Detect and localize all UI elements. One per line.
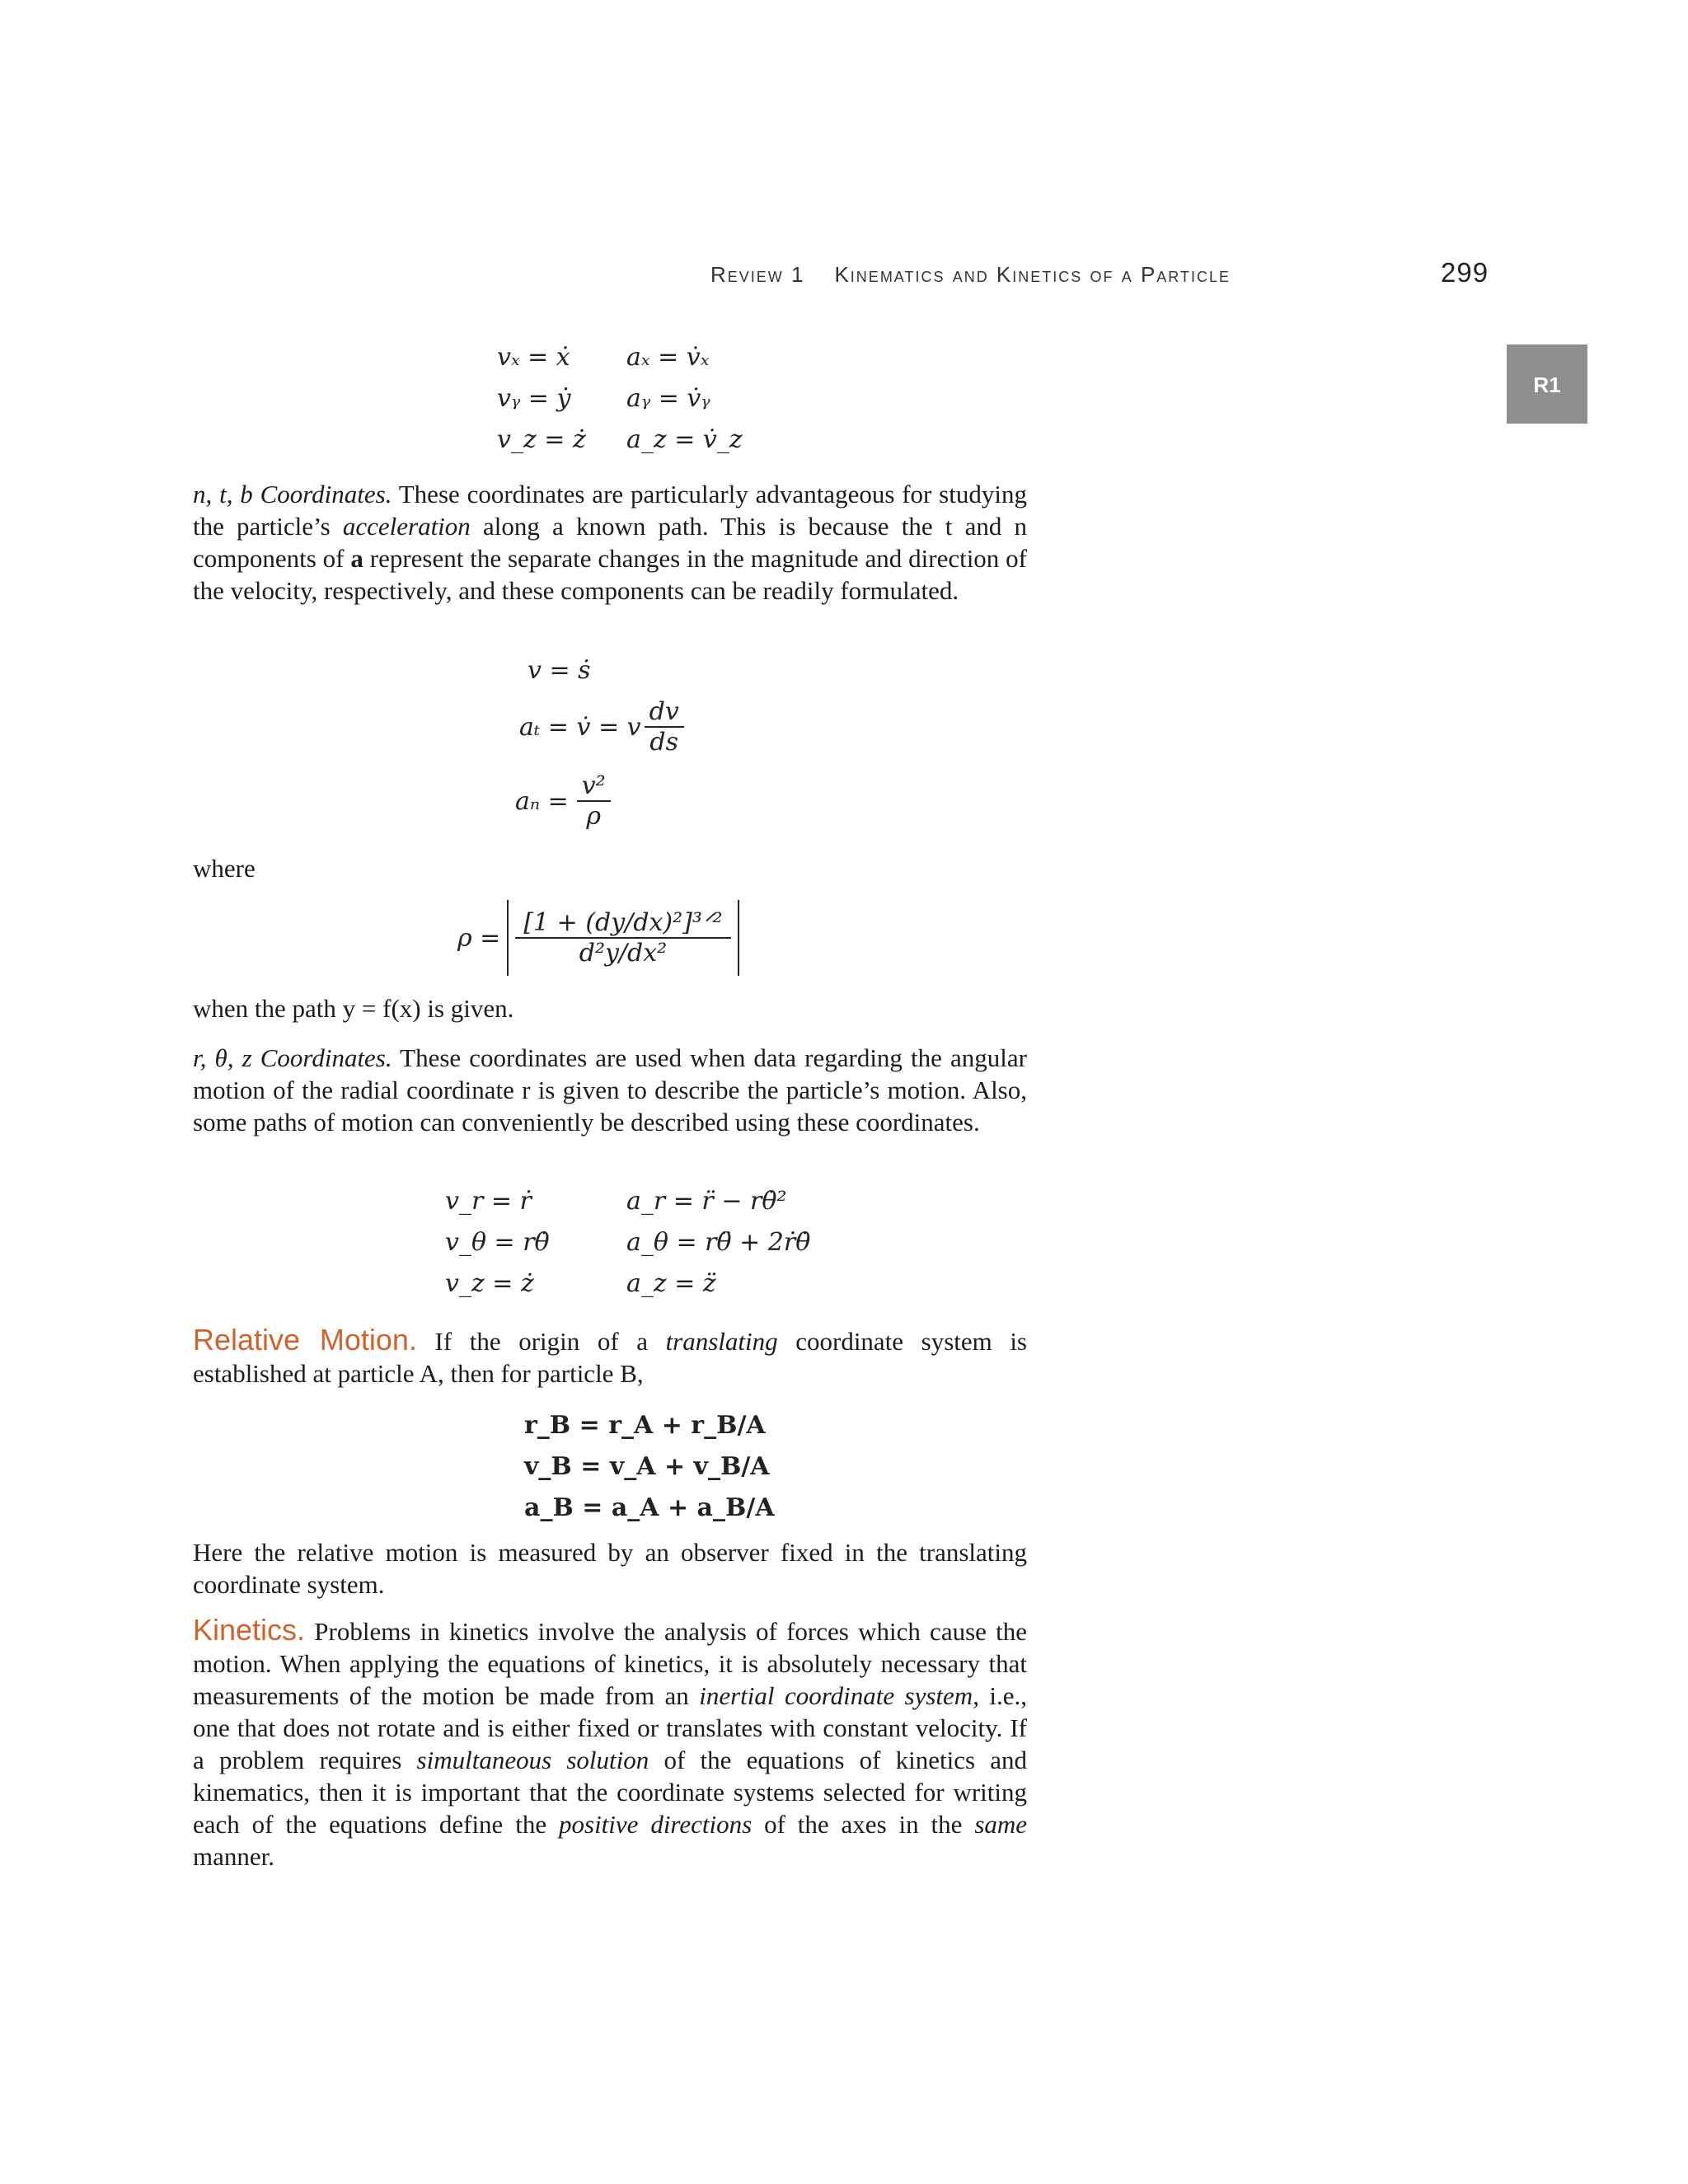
kinetics-text-5: manner.	[193, 1842, 274, 1871]
eq-at-num: dv	[645, 697, 684, 728]
kinetics-emph-positive: positive directions	[559, 1810, 753, 1839]
abs-bar-right	[738, 900, 739, 976]
eq-rB: r_B = r_A + r_B/A	[524, 1411, 766, 1440]
relative-paragraph	[193, 1324, 1027, 1390]
page-number: 299	[1441, 257, 1489, 288]
kinetics-emph-same: same	[974, 1810, 1028, 1839]
kinetics-text-4: of the axes in the	[764, 1810, 963, 1839]
eq-an	[515, 771, 611, 831]
eq-vtheta: v_θ = rθ̇	[445, 1228, 550, 1257]
eq-at-den: ds	[649, 728, 678, 757]
eq-rho-num: [1 + (dy/dx)²]³ᐟ²	[515, 908, 730, 939]
chapter-tab-label: R1	[1533, 373, 1561, 397]
eq-vB: v_B = v_A + v_B/A	[524, 1452, 770, 1481]
eq-vy: vᵧ = ẏ	[497, 384, 571, 413]
relative-note: Here the relative motion is measured by an observer fixed in the translating coordinate system.	[193, 1538, 1027, 1599]
relative-emph-translating: translating	[665, 1327, 778, 1356]
eq-ar: a_r = r̈ − rθ̇²	[626, 1187, 787, 1216]
abs-bar-left	[507, 900, 509, 976]
relative-heading: Relative Motion.	[193, 1323, 417, 1357]
eq-v-sdot: v = ṡ	[528, 656, 591, 685]
eq-aB: a_B = a_A + a_B/A	[524, 1493, 775, 1522]
kinetics-emph-inertial: inertial coordinate system	[699, 1681, 973, 1710]
eq-vr: v_r = ṙ	[445, 1187, 532, 1216]
header-review: Review 1	[710, 262, 805, 287]
polar-paragraph	[193, 1042, 1027, 1138]
eq-vz-polar: v_z = ż	[445, 1269, 534, 1298]
header-title: Kinematics and Kinetics of a Particle	[834, 262, 1231, 287]
eq-atheta: a_θ = rθ̈ + 2ṙθ̇	[626, 1228, 811, 1257]
kinetics-text-1: Problems in kinetics involve the analysis of forces which cause the motion. When applying the equations of kinetics, it is absolutely necessary that measurements of the motion be made from an	[193, 1617, 1027, 1710]
eq-rho	[457, 900, 746, 976]
running-header	[710, 262, 1337, 295]
eq-az-polar: a_z = z̈	[626, 1269, 716, 1298]
ntb-paragraph	[193, 478, 1027, 607]
ntb-emph-acceleration: acceleration	[342, 512, 471, 541]
kinetics-text-3: of the equations of kinetics and kinematics, then it is important that the coordinate systems selected for writing each of the equations define the	[193, 1746, 1028, 1839]
ntb-bold-a: a	[350, 544, 363, 573]
eq-an-left: aₙ =	[515, 786, 569, 816]
eq-vx: vₓ = ẋ	[497, 343, 570, 372]
eq-ax: aₓ = v̇ₓ	[626, 343, 710, 372]
relative-text-1: If the origin of a	[434, 1327, 648, 1356]
kinetics-text-2: , i.e., one that does not rotate and is either fixed or translates with constant velocity. If a problem requires	[193, 1681, 1027, 1774]
eq-an-num: v²	[577, 771, 611, 802]
eq-vz: v_z = ż	[497, 425, 586, 454]
ntb-heading: n, t, b Coordinates.	[193, 480, 392, 509]
eq-ay: aᵧ = v̇ᵧ	[626, 384, 710, 413]
kinetics-heading: Kinetics.	[193, 1613, 306, 1647]
ntb-text-2: along a known path. This is because the t and n components of	[193, 512, 1028, 573]
eq-an-den: ρ	[586, 802, 602, 831]
relative-text-2: coordinate system is established at particle A, then for particle B,	[193, 1327, 1028, 1388]
eq-rho-left: ρ =	[457, 923, 501, 953]
polar-heading: r, θ, z Coordinates.	[193, 1043, 392, 1072]
eq-at	[519, 697, 684, 757]
kinetics-emph-simultaneous: simultaneous solution	[416, 1746, 649, 1774]
path-text: when the path y = f(x) is given.	[193, 994, 514, 1023]
eq-az: a_z = v̇_z	[626, 425, 743, 454]
where-label: where	[193, 854, 256, 883]
ntb-text-3: represent the separate changes in the magnitude and direction of the velocity, respectively, and these components can be readily formulated.	[193, 544, 1027, 605]
polar-text: These coordinates are used when data regarding the angular motion of the radial coordinate r is given to describe the particle’s motion. Also, some paths of motion can conveniently be described using these coordinates.	[193, 1043, 1027, 1137]
kinetics-paragraph	[193, 1614, 1027, 1872]
eq-at-left: aₜ = v̇ = v	[519, 712, 641, 742]
chapter-tab	[1507, 344, 1587, 424]
eq-rho-den: d²y/dx²	[579, 939, 668, 968]
ntb-text-1: These coordinates are particularly advantageous for studying the particle’s	[193, 480, 1027, 541]
